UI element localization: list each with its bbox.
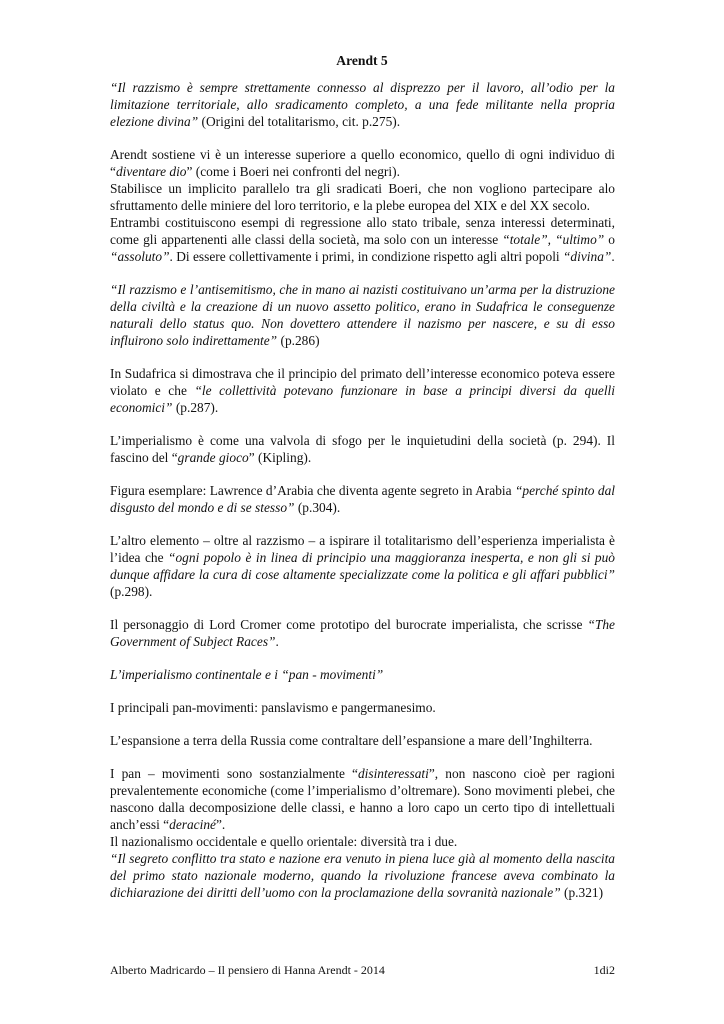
paragraph-16 [110,850,615,901]
paragraph-6: In Sudafrica si dimostrava che il principio del primato dell’interesse economico poteva essere violato e che “le collettività potevano funzionare in base a principi diversi da quelli economici” (p.287). [110,366,615,415]
paragraph-4: Entrambi costituiscono esempi di regressione allo stato tribale, senza interessi determinati, come gli appartenenti alle classi della società, ma solo con un interesse “totale”, “ultimo” o “assoluto”. Di essere collettivamente i primi, in condizione rispetto agli altri popoli “divina”. [110,215,616,264]
quote: “Il razzismo e l’antisemitismo, che in mano ai nazisti costituivano un’arma per la distruzione della civiltà e la creazione di un nuovo assetto politico, erano in Sudafrica le conseguenze naturali dello status quo. Non dovettero attendere il nazismo per nascere, e su di esso influirono solo indirettamente” [110,282,615,348]
citation: (p.286) [277,333,320,348]
quote: “Il segreto conflitto tra stato e nazione era venuto in piena luce già al momento della nascita del primo stato nazionale moderno, quando la rivoluzione francese aveva combinato la dichiarazione dei diritti dell’uomo con la proclamazione della sovranità nazionale” [110,851,615,900]
paragraph-15: Il nazionalismo occidentale e quello orientale: diversità tra i due. [110,834,458,849]
paragraph-1 [110,79,615,130]
section-heading: L’imperialismo continentale e i “pan - movimenti” [110,667,384,682]
paragraph-5 [110,281,615,349]
paragraph-14: I pan – movimenti sono sostanzialmente “disinteressati”, non nascono cioè per ragioni prevalentemente economiche (come l’imperialismo d’oltremare). Sono movimenti plebei, che nascono dalla decomposizione delle classi, e hanno a loro capo un certo tipo di intellettuali anch’essi “deraciné”. [110,766,615,832]
paragraph-9: L’altro elemento – oltre al razzismo – a ispirare il totalitarismo dell’esperienza imperialista è l’idea che “ogni popolo è in linea di principio una maggioranza inesperta, e non gli si può dunque affidare la cura di cose altamente specializzate come la politica e gli affari pubblici” (p.298). [110,533,615,599]
paragraph-2: Arendt sostiene vi è un interesse superiore a quello economico, quello di ogni individuo di “diventare dio” (come i Boeri nei confronti del negri). [110,147,615,179]
paragraph-12: I principali pan-movimenti: panslavismo e pangermanesimo. [110,700,436,715]
paragraph-7: L’imperialismo è come una valvola di sfogo per le inquietudini della società (p. 294). Il fascino del “grande gioco” (Kipling). [110,433,615,465]
paragraph-13: L’espansione a terra della Russia come contraltare dell’espansione a mare dell’Inghilterra. [110,733,593,748]
page-title: Arendt 5 [336,53,388,68]
citation: (Origini del totalitarismo, cit. p.275). [198,114,401,129]
paragraph-8: Figura esemplare: Lawrence d’Arabia che diventa agente segreto in Arabia “perché spinto dal disgusto del mondo e di se stesso” (p.304). [110,483,615,515]
citation: (p.321) [560,885,604,900]
page-number: 1di2 [593,963,615,977]
quote: “Il razzismo è sempre strettamente connesso al disprezzo per il lavoro, all’odio per la limitazione territoriale, allo sradicamento completo, a una fede militante nella propria elezione divina” [110,80,615,129]
paragraph-10: Il personaggio di Lord Cromer come prototipo del burocrate imperialista, che scrisse “The Government of Subject Races”. [110,617,615,649]
paragraph-3: Stabilisce un implicito parallelo tra gli sradicati Boeri, che non vogliono partecipare alo sfruttamento delle miniere del loro territorio, e la plebe europea del XIX e del XX secolo. [110,181,615,213]
footer-author: Alberto Madricardo – Il pensiero di Hanna Arendt - 2014 [110,963,385,977]
document-body [110,79,615,901]
